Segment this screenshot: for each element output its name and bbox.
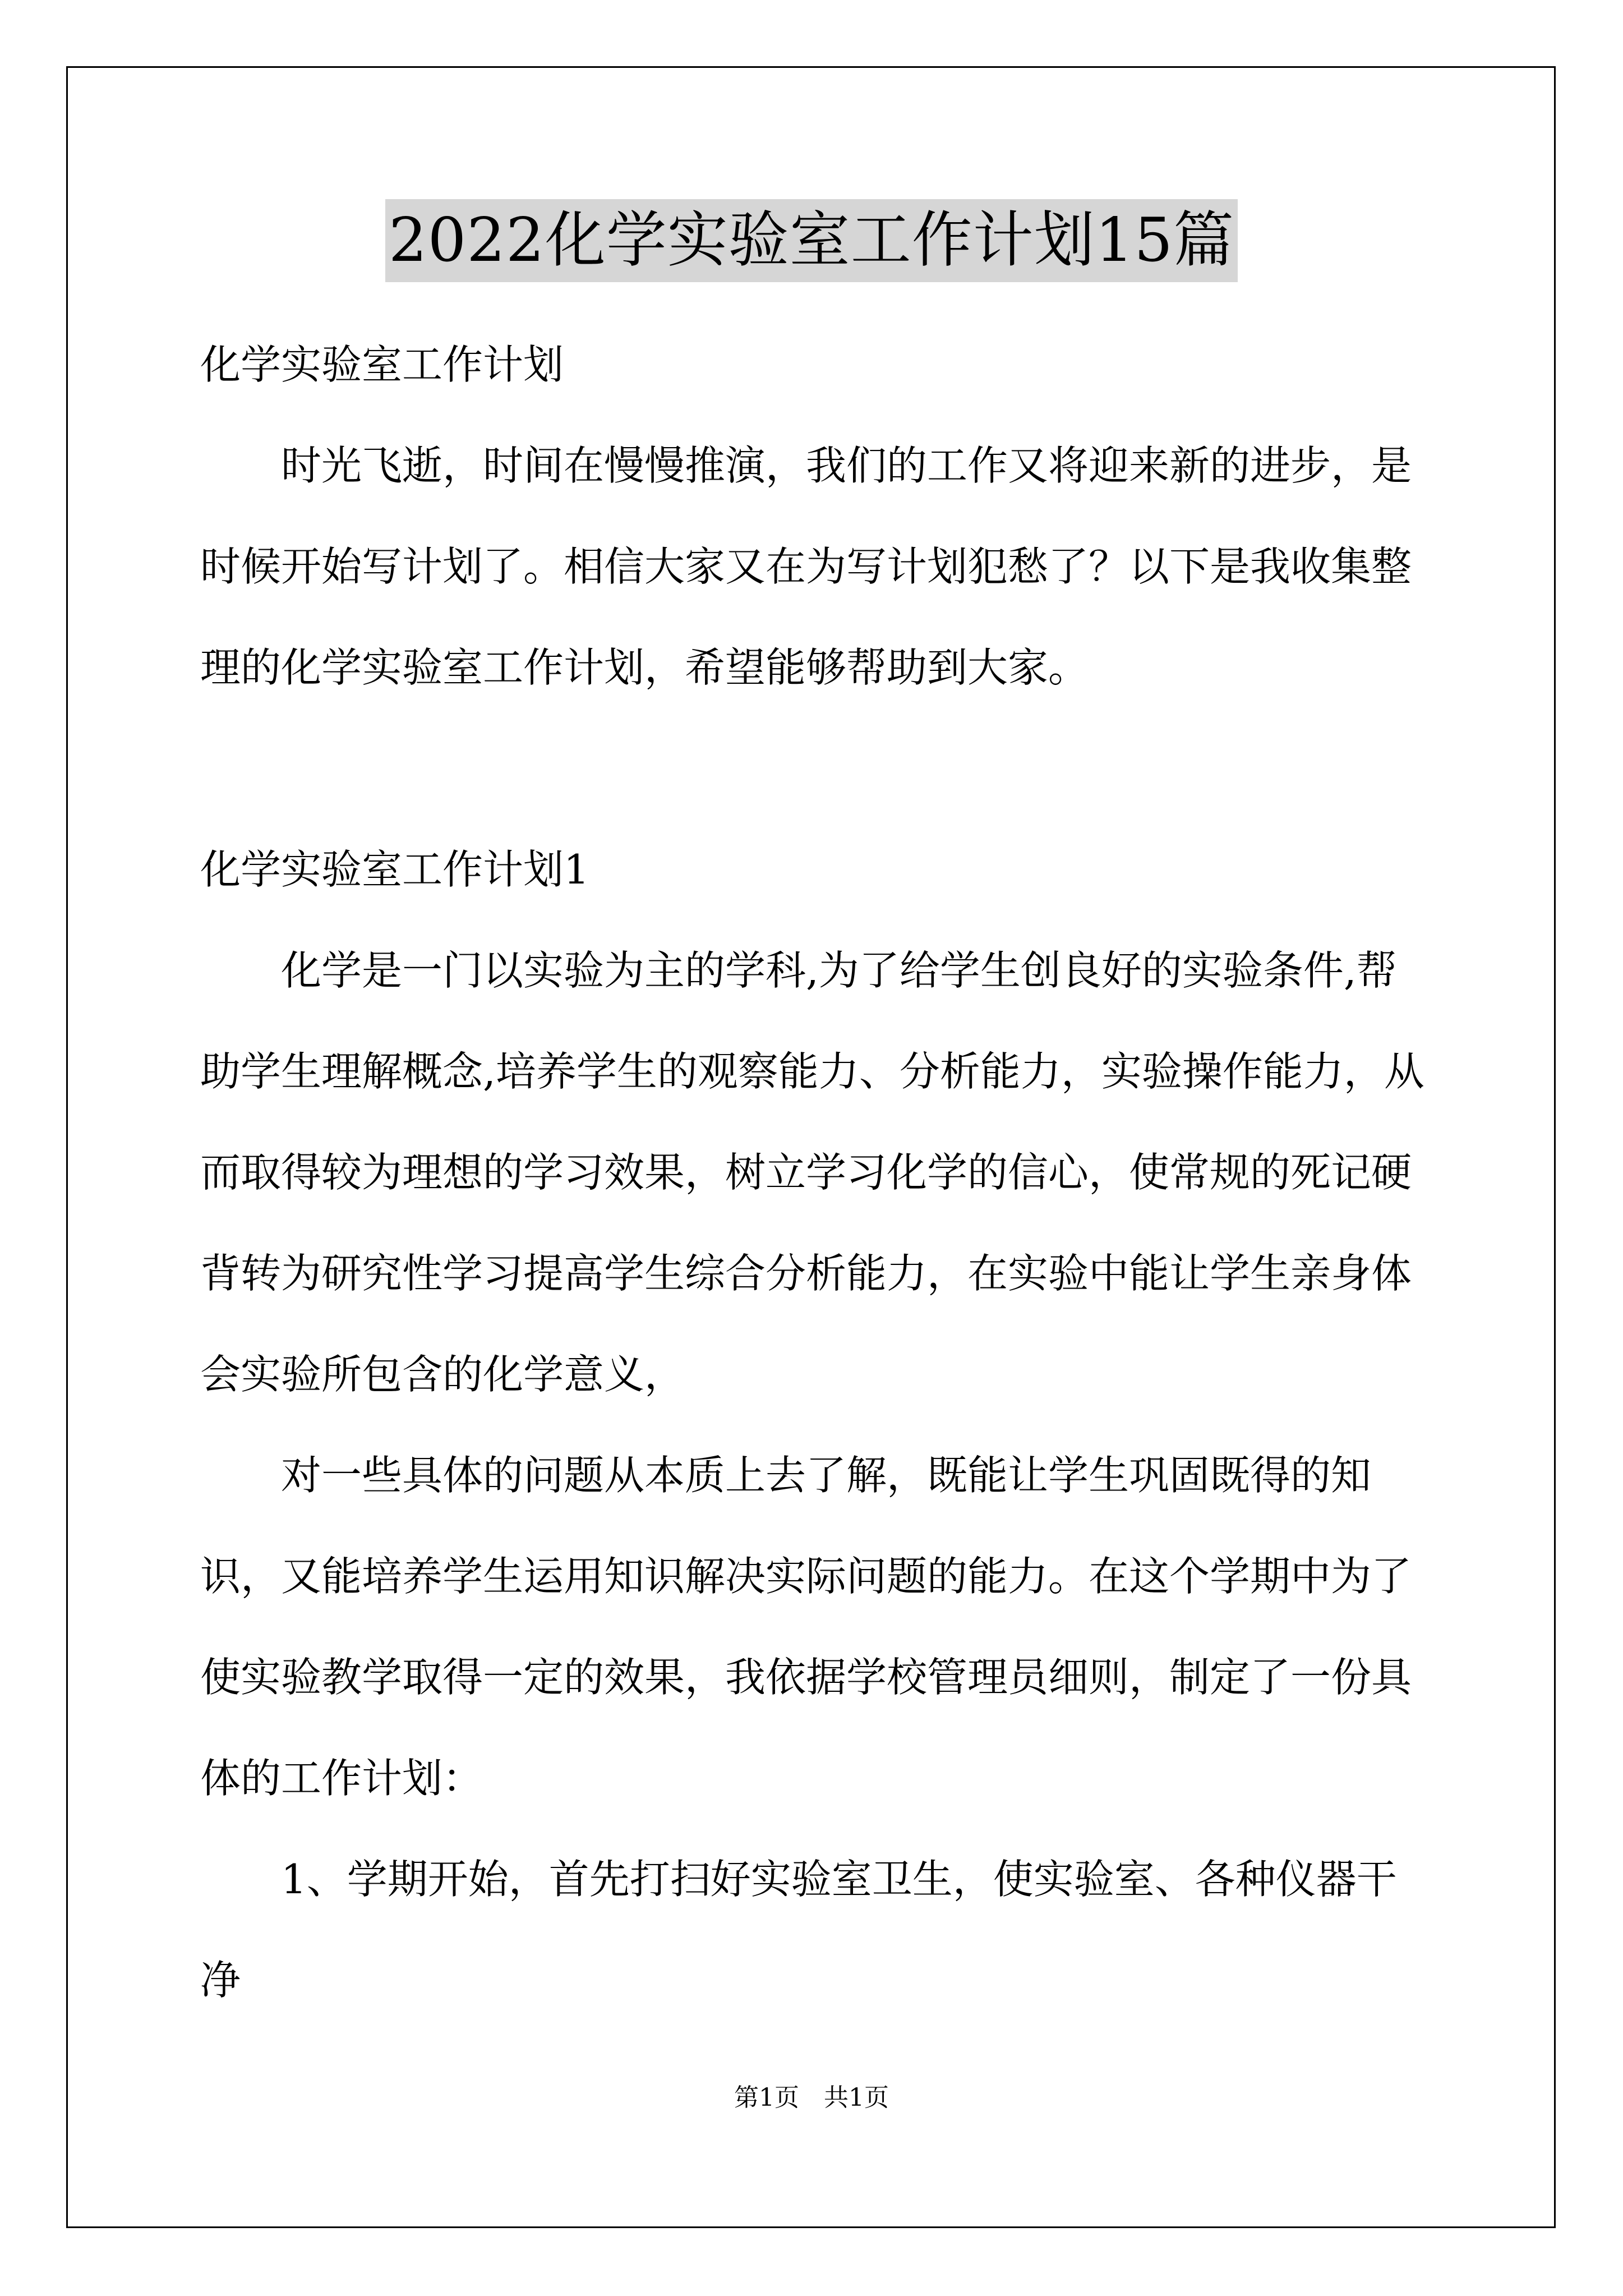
page-footer: 第1页 共1页 bbox=[734, 2083, 889, 2112]
spacer bbox=[200, 718, 1434, 819]
document-title: 2022化学实验室工作计划15篇 bbox=[385, 199, 1238, 282]
body-paragraph-3: 1、学期开始，首先打扫好实验室卫生，使实验室、各种仪器干净 bbox=[200, 1856, 1397, 2004]
body-paragraph-1: 化学是一门以实验为主的学科,为了给学生创良好的实验条件,帮助学生理解概念,培养学生的观察能力、分析能力，实验操作能力，从而取得较为理想的学习效果，树立学习化学的信心，使常规的死记硬背转为研究性学习提高学生综合分析能力，在实验中能让学生亲身体会实验所包含的化学意义， bbox=[200, 947, 1424, 1398]
section-heading-intro: 化学实验室工作计划 bbox=[200, 341, 564, 388]
document-body bbox=[200, 314, 1434, 2031]
body-paragraph-2: 对一些具体的问题从本质上去了解，既能让学生巩固既得的知识，又能培养学生运用知识解决实际问题的能力。在这个学期中为了使实验教学取得一定的效果，我依据学校管理员细则，制定了一份具体的工作计划： bbox=[200, 1452, 1412, 1802]
section-heading-1: 化学实验室工作计划1 bbox=[200, 846, 589, 893]
title-container bbox=[0, 199, 1623, 282]
intro-paragraph: 时光飞逝，时间在慢慢推演，我们的工作又将迎来新的进步，是时候开始写计划了。相信大家又在为写计划犯愁了？以下是我收集整理的化学实验室工作计划，希望能够帮助到大家。 bbox=[200, 442, 1412, 691]
